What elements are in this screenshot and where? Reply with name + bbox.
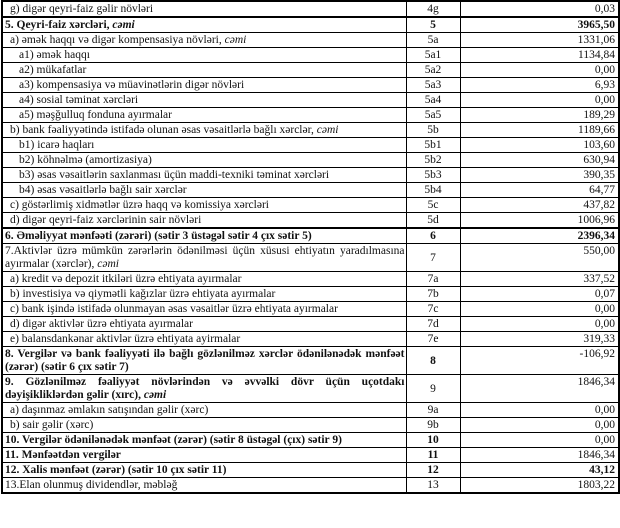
row-label-text: a) kredit və depozit itkiləri üzrə ehtiyata ayırmalar (10, 273, 242, 285)
row-label-cell (2, 302, 406, 317)
row-value-cell: 0,00 (460, 418, 619, 433)
row-value-cell: 0,03 (460, 1, 619, 17)
row-value-cell: 1331,06 (460, 33, 619, 48)
row-label-text: b) sair gəlir (xərc) (10, 419, 94, 431)
row-value-cell: 0,00 (460, 302, 619, 317)
table-row (2, 78, 619, 93)
table-row (2, 317, 619, 332)
table-row (2, 463, 619, 478)
row-label-text: 8. Vergilər və bank fəaliyyəti ilə bağlı gözlənilməz xərclər ödənilənədək mənfəət (zərər) (sətir 6 çıx sətir 7) (5, 348, 405, 373)
table-row (2, 213, 619, 229)
row-label-text: 6. Əməliyyat mənfəəti (zərəri) (sətir 3 üstəgəl sətir 4 çıx sətir 5) (5, 230, 312, 242)
row-label-cell (2, 287, 406, 302)
table-row (2, 48, 619, 63)
row-code-cell: 5d (406, 213, 460, 229)
row-label-italic-suffix: cəmi (112, 19, 135, 31)
row-label-cell (2, 168, 406, 183)
row-label-cell (2, 317, 406, 332)
row-code-cell: 10 (406, 433, 460, 448)
row-label-cell (2, 48, 406, 63)
table-row (2, 244, 619, 272)
row-label-text: 12. Xalis mənfəət (zərər) (sətir 10 çıx sətir 11) (5, 464, 227, 476)
row-code-cell: 12 (406, 463, 460, 478)
row-label-cell (2, 93, 406, 108)
row-label-text: b1) icarə haqları (19, 139, 95, 151)
table-row (2, 332, 619, 347)
row-value-cell: 437,82 (460, 198, 619, 213)
table-row (2, 198, 619, 213)
row-value-cell: 0,00 (460, 403, 619, 418)
table-row (2, 63, 619, 78)
row-value-cell: 0,00 (460, 63, 619, 78)
table-row (2, 403, 619, 418)
row-value-cell: 6,93 (460, 78, 619, 93)
row-label-text: 10. Vergilər ödənilənədək mənfəət (zərər) (sətir 8 üstəgəl (çıx) sətir 9) (5, 434, 342, 446)
row-value-cell: 319,33 (460, 332, 619, 347)
table-row (2, 17, 619, 33)
row-value-cell: 43,12 (460, 463, 619, 478)
row-label-cell (2, 228, 406, 244)
row-label-italic-suffix: cəmi (97, 258, 119, 270)
table-row (2, 108, 619, 123)
table-row (2, 272, 619, 287)
row-label-text: a) əmək haqqı və digər kompensasiya növləri, (10, 34, 225, 46)
row-label-text: 7.Aktivlər üzrə mümkün zərərlərin ödənilməsi üçün xüsusi ehtiyatın yaradılmasına ayırmalar (xərclər), (5, 245, 405, 270)
row-code-cell: 5a3 (406, 78, 460, 93)
row-label-cell (2, 17, 406, 33)
row-label-text: a1) əmək haqqı (19, 49, 90, 61)
row-label-cell (2, 375, 406, 403)
row-label-cell (2, 347, 406, 375)
row-code-cell: 5a4 (406, 93, 460, 108)
row-label-text: a2) mükafatlar (19, 64, 87, 76)
row-label-text: 9. Gözlənilməz fəaliyyət növlərindən və əvvəlki dövr üçün uçotdakı dəyişikliklərdən gəlir (xırc), (5, 376, 405, 401)
row-code-cell: 13 (406, 478, 460, 494)
table-row (2, 183, 619, 198)
row-label-italic-suffix: cəmi (224, 34, 247, 46)
table-row (2, 33, 619, 48)
row-label-cell (2, 213, 406, 229)
row-label-text: b) bank fəaliyyətində istifadə olunan əsas vəsaitlərlə bağlı xərclər, (10, 124, 317, 136)
table-row (2, 375, 619, 403)
row-code-cell: 9a (406, 403, 460, 418)
row-value-cell: 0,00 (460, 317, 619, 332)
row-label-cell (2, 244, 406, 272)
row-code-cell: 5b4 (406, 183, 460, 198)
row-label-text: b3) əsas vəsaitlərin saxlanması üçün maddi-texniki təminat xərcləri (19, 169, 330, 181)
row-label-cell (2, 123, 406, 138)
row-label-cell (2, 198, 406, 213)
table-row (2, 418, 619, 433)
row-label-text: a) daşınmaz əmlakın satışından gəlir (xərc) (10, 404, 209, 416)
row-label-text: d) digər qeyri-faiz xərclərinin sair növləri (10, 214, 202, 226)
row-label-italic-suffix: cəmi (143, 389, 167, 401)
row-label-text: 11. Mənfəətdən vergilər (5, 449, 121, 461)
income-statement-table (1, 0, 620, 494)
row-label-text: 13.Elan olunmuş dividendlər, məbləğ (5, 479, 178, 491)
row-value-cell: 1006,96 (460, 213, 619, 229)
row-code-cell: 9 (406, 375, 460, 403)
table-row (2, 123, 619, 138)
row-label-cell (2, 78, 406, 93)
row-label-cell (2, 272, 406, 287)
row-value-cell: 390,35 (460, 168, 619, 183)
row-code-cell: 7e (406, 332, 460, 347)
row-label-text: 5. Qeyri-faiz xərcləri, (5, 19, 113, 31)
row-label-cell (2, 448, 406, 463)
table-row (2, 1, 619, 17)
table-row (2, 228, 619, 244)
row-label-cell (2, 183, 406, 198)
row-code-cell: 5a2 (406, 63, 460, 78)
row-value-cell: 1846,34 (460, 448, 619, 463)
row-code-cell: 7a (406, 272, 460, 287)
row-code-cell: 7 (406, 244, 460, 272)
table-row (2, 302, 619, 317)
row-label-text: c) bank işində istifadə olunmayan əsas vəsaitlər üzrə ehtiyata ayırmalar (10, 303, 338, 315)
row-value-cell: 0,00 (460, 433, 619, 448)
row-value-cell: 1846,34 (460, 375, 619, 403)
row-code-cell: 5a5 (406, 108, 460, 123)
row-code-cell: 5c (406, 198, 460, 213)
table-row (2, 287, 619, 302)
row-label-cell (2, 332, 406, 347)
row-code-cell: 5a (406, 33, 460, 48)
row-value-cell: 0,00 (460, 93, 619, 108)
row-label-cell (2, 63, 406, 78)
row-value-cell: -106,92 (460, 347, 619, 375)
row-label-cell (2, 138, 406, 153)
row-code-cell: 4g (406, 1, 460, 17)
row-code-cell: 5b1 (406, 138, 460, 153)
row-label-text: a3) kompensasiya və müavinətlərin digər növləri (19, 79, 245, 91)
row-value-cell: 1803,22 (460, 478, 619, 494)
row-label-cell (2, 108, 406, 123)
row-label-text: e) balansdankənar aktivlər üzrə ehtiyata ayirmalar (10, 333, 241, 345)
table-row (2, 168, 619, 183)
table-row (2, 138, 619, 153)
row-label-text: a4) sosial təminat xərcləri (19, 94, 139, 106)
row-label-cell (2, 153, 406, 168)
row-label-cell (2, 403, 406, 418)
row-code-cell: 5 (406, 17, 460, 33)
row-label-cell (2, 433, 406, 448)
row-code-cell: 5b (406, 123, 460, 138)
row-code-cell: 8 (406, 347, 460, 375)
row-value-cell: 189,29 (460, 108, 619, 123)
row-value-cell: 630,94 (460, 153, 619, 168)
row-code-cell: 7d (406, 317, 460, 332)
row-value-cell: 103,60 (460, 138, 619, 153)
row-label-cell (2, 1, 406, 17)
row-label-text: b) investisiya və qiymətli kağızlar üzrə ehtiyata ayırmalar (10, 288, 276, 300)
row-label-text: g) digər qeyri-faiz gəlir növləri (10, 3, 154, 15)
row-code-cell: 11 (406, 448, 460, 463)
row-value-cell: 1189,66 (460, 123, 619, 138)
row-code-cell: 7c (406, 302, 460, 317)
row-value-cell: 0,07 (460, 287, 619, 302)
row-label-italic-suffix: cəmi (316, 124, 339, 136)
row-label-cell (2, 33, 406, 48)
table-row (2, 478, 619, 494)
row-value-cell: 3965,50 (460, 17, 619, 33)
table-body (2, 1, 619, 493)
row-value-cell: 1134,84 (460, 48, 619, 63)
row-label-text: a5) məşğulluq fonduna ayırmalar (19, 109, 172, 121)
row-value-cell: 550,00 (460, 244, 619, 272)
row-label-cell (2, 478, 406, 494)
table-row (2, 433, 619, 448)
row-label-text: b4) əsas vəsaitlərlə bağlı sair xərclər (19, 184, 187, 196)
row-code-cell: 9b (406, 418, 460, 433)
row-label-text: c) göstərlimiş xidmətlər üzrə haqq və komissiya xərcləri (10, 199, 269, 211)
row-code-cell: 5a1 (406, 48, 460, 63)
row-code-cell: 6 (406, 228, 460, 244)
table-row (2, 93, 619, 108)
row-label-text: b2) köhnəlmə (amortizasiya) (19, 154, 152, 166)
table-row (2, 448, 619, 463)
table-row (2, 347, 619, 375)
row-label-cell (2, 463, 406, 478)
row-value-cell: 2396,34 (460, 228, 619, 244)
row-label-text: d) digər aktivlər üzrə ehtiyata ayırmalar (10, 318, 193, 330)
row-code-cell: 5b2 (406, 153, 460, 168)
row-value-cell: 337,52 (460, 272, 619, 287)
row-code-cell: 5b3 (406, 168, 460, 183)
table-row (2, 153, 619, 168)
row-label-cell (2, 418, 406, 433)
row-code-cell: 7b (406, 287, 460, 302)
row-value-cell: 64,77 (460, 183, 619, 198)
